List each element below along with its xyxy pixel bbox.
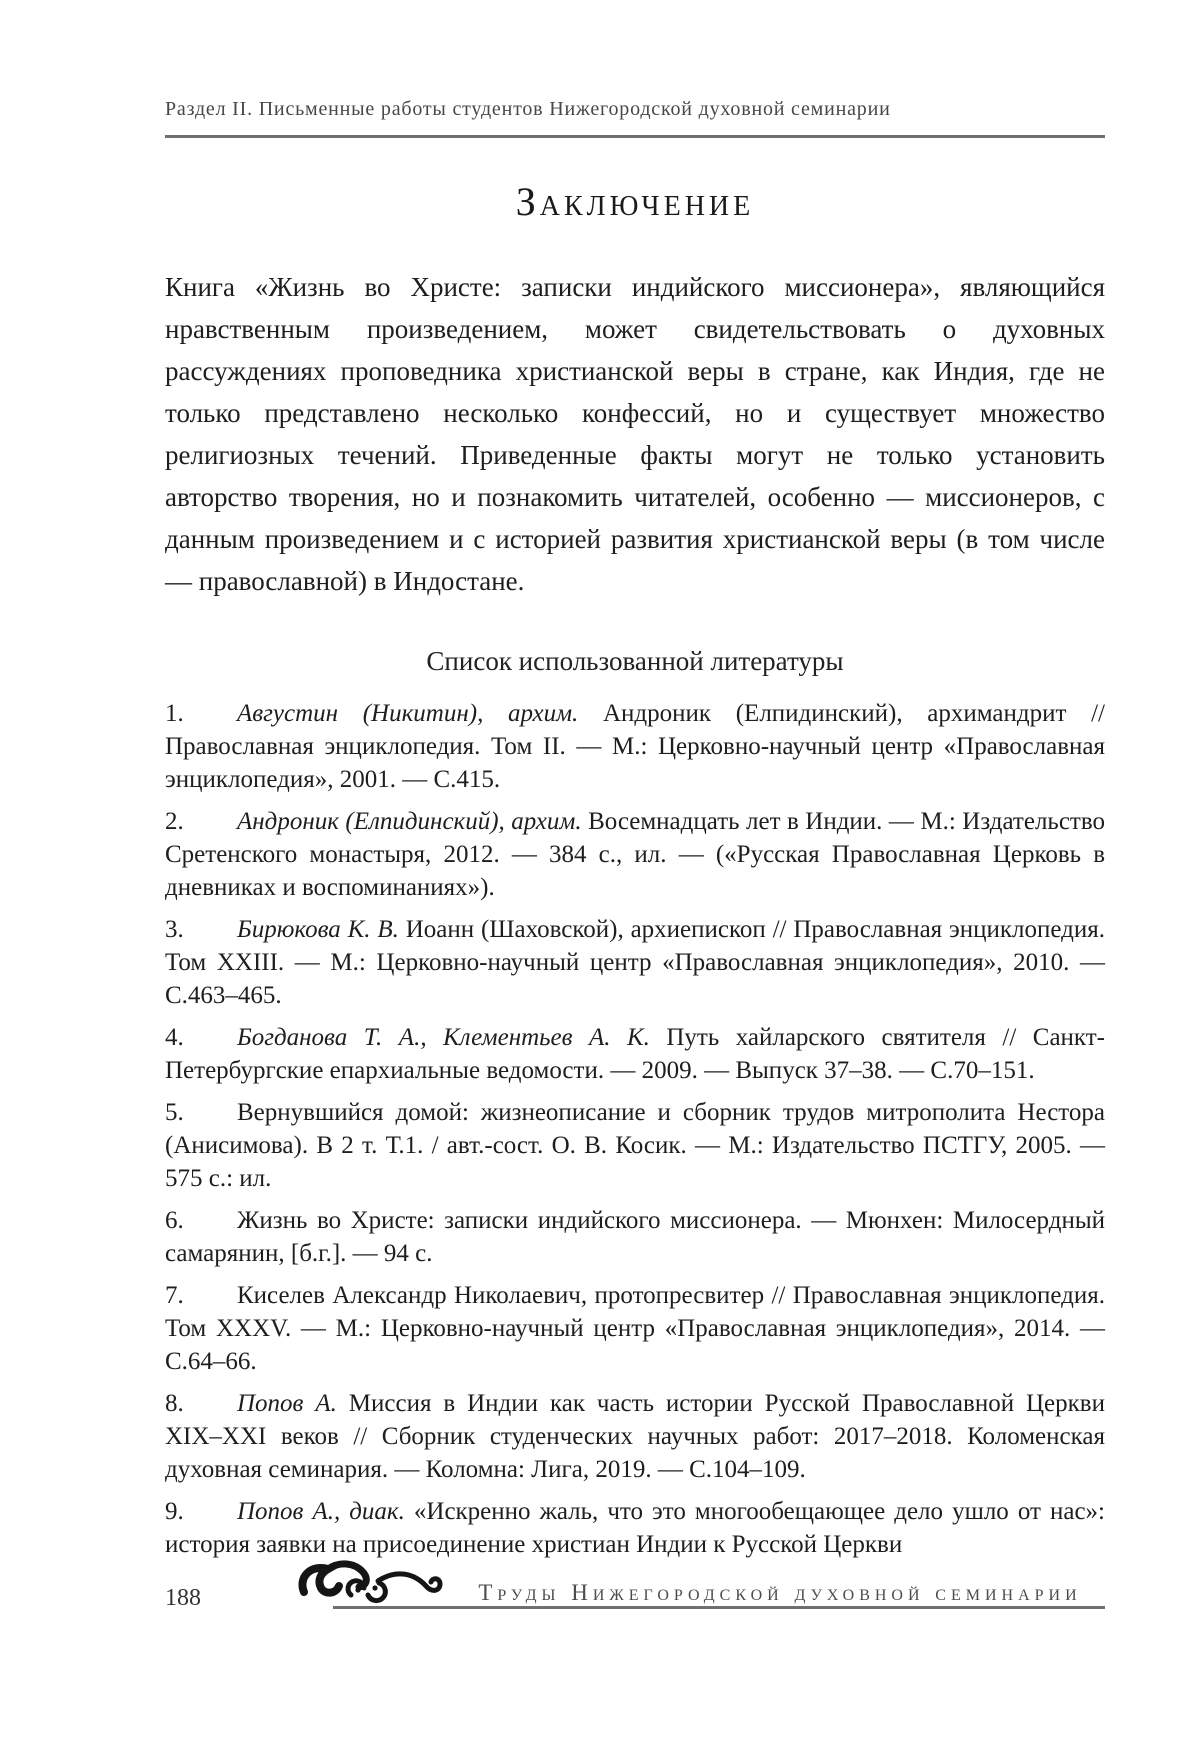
item-text: Андроник (Елпидинский), архимандрит // Православная энциклопедия. Том II. — М.: Церковно-научный центр «Православная энциклопедия», 2001. — С.415. xyxy=(165,700,1105,793)
bibliography-list xyxy=(165,697,1105,1570)
header-rule xyxy=(165,135,1105,138)
item-text: Иоанн (Шаховской), архиепископ // Православная энциклопедия. Том XXIII. — М.: Церковно-научный центр «Православная энциклопедия», 2010. — С.463–465. xyxy=(165,916,1105,1009)
page-number: 188 xyxy=(165,1585,201,1611)
item-text: Путь хайларского святителя // Санкт-Петербургские епархиальные ведомости. — 2009. — Выпуск 37–38. — С.70–151. xyxy=(165,1024,1105,1084)
item-text: Киселев Александр Николаевич, протопресвитер // Православная энциклопедия. Том XXXV. — М.: Церковно-научный центр «Православная энциклопедия», 2014. — С.64–66. xyxy=(165,1282,1105,1375)
item-author: Андроник (Елпидинский), архим. xyxy=(237,808,589,835)
item-number: 4. xyxy=(165,1024,184,1051)
bibliography-item xyxy=(165,1021,1105,1087)
bibliography-item xyxy=(165,1387,1105,1486)
bibliography-item xyxy=(165,1096,1105,1195)
item-author: Попов А., диак. xyxy=(237,1498,414,1525)
item-number: 1. xyxy=(165,700,184,727)
footer-rule xyxy=(333,1606,1105,1609)
item-author: Попов А. xyxy=(237,1390,349,1417)
item-number: 8. xyxy=(165,1390,184,1417)
item-text: Вернувшийся домой: жизнеописание и сборник трудов митрополита Нестора (Анисимова). В 2 т. Т.1. / авт.-сост. О. В. Косик. — М.: Издательство ПСТГУ, 2005. — 575 с.: ил. xyxy=(165,1099,1105,1192)
bibliography-item xyxy=(165,1204,1105,1270)
item-text: Миссия в Индии как часть истории Русской Православной Церкви XIX–XXI веков // Сборник студенческих научных работ: 2017–2018. Коломенская духовная семинария. — Коломна: Лига, 2019. — С.104–109. xyxy=(165,1390,1105,1483)
bibliography-item xyxy=(165,1495,1105,1561)
bibliography-item xyxy=(165,1279,1105,1378)
item-text: Жизнь во Христе: записки индийского миссионера. — Мюнхен: Милосердный самарянин, [б.г.]. — 94 с. xyxy=(165,1207,1105,1267)
bibliography-item xyxy=(165,697,1105,796)
item-text: «Искренно жаль, что это многообещающее дело ушло от нас»: история заявки на присоединение христиан Индии к Русской Церкви xyxy=(165,1498,1105,1558)
item-author: Бирюкова К. В. xyxy=(237,916,406,943)
journal-title: Труды Нижегородской духовной семинарии xyxy=(478,1580,1082,1605)
chapter-title: Заключение xyxy=(515,179,755,224)
item-number: 3. xyxy=(165,916,184,943)
running-header: Раздел II. Письменные работы студентов Нижегородской духовной семинарии xyxy=(165,98,891,120)
item-number: 6. xyxy=(165,1207,184,1234)
item-number: 9. xyxy=(165,1498,184,1525)
bibliography-item xyxy=(165,913,1105,1012)
item-author: Августин (Никитин), архим. xyxy=(237,700,603,727)
item-author: Богданова Т. А., Клементьев А. К. xyxy=(237,1024,667,1051)
item-number: 5. xyxy=(165,1099,184,1126)
item-number: 7. xyxy=(165,1282,184,1309)
item-number: 2. xyxy=(165,808,184,835)
bibliography-item xyxy=(165,805,1105,904)
flourish-ornament xyxy=(296,1560,446,1612)
item-text: Восемнадцать лет в Индии. — М.: Издательство Сретенского монастыря, 2012. — 384 с., ил. — («Русская Православная Церковь в дневниках и воспоминаниях»). xyxy=(165,808,1105,901)
conclusion-paragraph: Книга «Жизнь во Христе: записки индийского миссионера», являющийся нравственным произведением, может свидетельствовать о духовных рассуждениях проповедника христианской веры в стране, как Индия, где не только представлено несколько конфессий, но и существует множество религиозных течений. Приведенные факты могут не только установить авторство творения, но и познакомить читателей, особенно — миссионеров, с данным произведением и с историей развития христианской веры (в том числе — православной) в Индостане. xyxy=(165,272,1105,596)
bibliography-heading: Список использованной литературы xyxy=(426,646,844,676)
